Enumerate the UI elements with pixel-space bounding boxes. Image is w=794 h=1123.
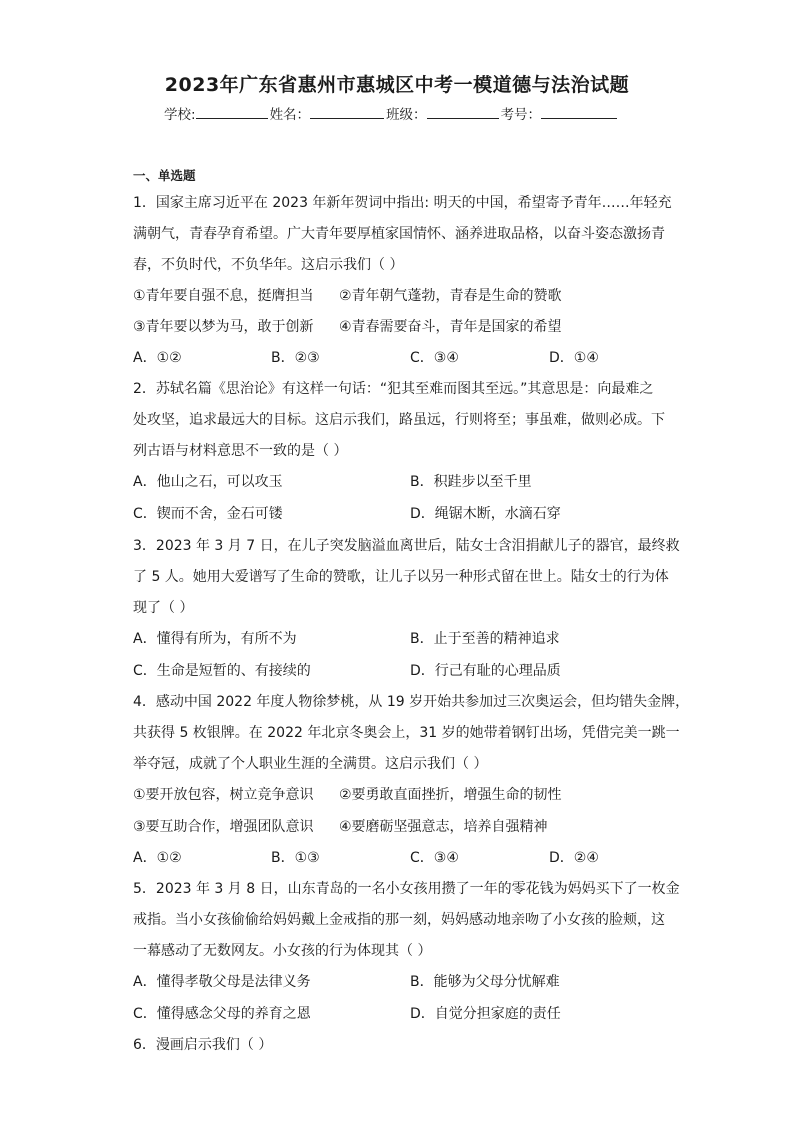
question-5-line-2: 戒指。当小女孩偷偷给妈妈戴上金戒指的那一刻，妈妈感动地亲吻了小女孩的脸颊，这 (133, 912, 665, 928)
exam-no-blank[interactable] (541, 104, 617, 119)
question-2-line-2: 处攻坚，追求最远大的目标。这启示我们，路虽远，行则将至；事虽难，做则必成。下 (133, 412, 665, 428)
question-4-option-d[interactable]: D．②④ (549, 850, 599, 866)
school-label: 学校: (164, 107, 196, 123)
question-4-statement-3: ③要互助合作，增强团队意识 (133, 819, 314, 835)
question-2-option-a[interactable]: A．他山之石，可以攻玉 (133, 474, 283, 490)
question-4-option-b[interactable]: B．①③ (271, 850, 320, 866)
question-3-line-3: 现了（ ） (133, 600, 194, 616)
class-label: 班级： (386, 107, 427, 123)
question-2-line-1: 2．苏轼名篇《思治论》有这样一句话：“犯其至难而图其至远。”其意思是：向最难之 (133, 381, 654, 397)
question-3-option-a[interactable]: A．懂得有所为，有所不为 (133, 631, 297, 647)
question-1-statement-4: ④青春需要奋斗，青年是国家的希望 (339, 319, 562, 335)
question-1-line-1: 1．国家主席习近平在 2023 年新年贺词中指出: 明天的中国，希望寄予青年……年轻充 (133, 195, 672, 211)
question-3-option-b[interactable]: B．止于至善的精神追求 (410, 631, 560, 647)
name-blank[interactable] (310, 104, 384, 119)
question-4-option-c[interactable]: C．③④ (410, 850, 459, 866)
question-5-option-c[interactable]: C．懂得感念父母的养育之恩 (133, 1006, 311, 1022)
question-3-option-c[interactable]: C．生命是短暂的、有接续的 (133, 663, 311, 679)
question-4-option-a[interactable]: A．①② (133, 850, 182, 866)
question-1-statement-2: ②青年朝气蓬勃，青春是生命的赞歌 (339, 288, 562, 304)
question-2-option-d[interactable]: D．绳锯木断，水滴石穿 (410, 506, 561, 522)
question-1-option-a[interactable]: A．①② (133, 350, 182, 366)
name-label: 姓名： (269, 107, 311, 123)
question-1-option-b[interactable]: B．②③ (271, 350, 320, 366)
question-1-line-3: 春，不负时代，不负华年。这启示我们（ ） (133, 257, 404, 273)
question-2-option-b[interactable]: B．积跬步以至千里 (410, 474, 532, 490)
question-3-option-d[interactable]: D．行己有耻的心理品质 (410, 663, 561, 679)
question-2-line-3: 列古语与材料意思不一致的是（ ） (133, 443, 348, 459)
question-5-option-a[interactable]: A．懂得孝敬父母是法律义务 (133, 974, 311, 990)
question-6-line-1: 6．漫画启示我们（ ） (133, 1037, 273, 1053)
question-1-statement-3: ③青年要以梦为马，敢于创新 (133, 319, 314, 335)
question-1-statement-1: ①青年要自强不息，挺膺担当 (133, 288, 314, 304)
student-info-line (164, 103, 619, 123)
exam-no-label: 考号： (500, 107, 542, 123)
question-5-line-1: 5．2023 年 3 月 8 日，山东青岛的一名小女孩用攒了一年的零花钱为妈妈买下了一枚金 (133, 881, 680, 897)
question-5-option-d[interactable]: D．自觉分担家庭的责任 (410, 1006, 561, 1022)
question-1-line-2: 满朝气，青春孕育希望。广大青年要厚植家国情怀、涵养进取品格，以奋斗姿态激扬青 (133, 226, 665, 242)
question-3-line-1: 3．2023 年 3 月 7 日，在儿子突发脑溢血离世后，陆女士含泪捐献儿子的器官，最终救 (133, 538, 680, 554)
question-4-statement-2: ②要勇敢直面挫折，增强生命的韧性 (339, 787, 562, 803)
question-1-option-c[interactable]: C．③④ (410, 350, 459, 366)
question-3-line-2: 了 5 人。她用大爱谱写了生命的赞歌，让儿子以另一种形式留在世上。陆女士的行为体 (133, 569, 669, 585)
question-4-line-1: 4．感动中国 2022 年度人物徐梦桃，从 19 岁开始共参加过三次奥运会，但均错失金牌， (133, 694, 690, 710)
question-5-line-3: 一幕感动了无数网友。小女孩的行为体现其（ ） (133, 943, 432, 959)
question-4-statement-1: ①要开放包容，树立竞争意识 (133, 787, 314, 803)
question-1-option-d[interactable]: D．①④ (549, 350, 599, 366)
section-heading: 一、单选题 (133, 168, 196, 183)
question-4-line-2: 共获得 5 枚银牌。在 2022 年北京冬奥会上，31 岁的她带着钢钉出场，凭借完美一跳一 (133, 725, 680, 741)
question-4-statement-4: ④要磨砺坚强意志，培养自强精神 (339, 819, 548, 835)
question-2-option-c[interactable]: C．锲而不舍，金石可镂 (133, 506, 283, 522)
exam-title: 2023年广东省惠州市惠城区中考一模道德与法治试题 (164, 74, 630, 96)
class-blank[interactable] (427, 104, 499, 119)
question-4-line-3: 举夺冠，成就了个人职业生涯的全满贯。这启示我们（ ） (133, 756, 488, 772)
question-5-option-b[interactable]: B．能够为父母分忧解难 (410, 974, 560, 990)
school-blank[interactable] (196, 104, 268, 119)
